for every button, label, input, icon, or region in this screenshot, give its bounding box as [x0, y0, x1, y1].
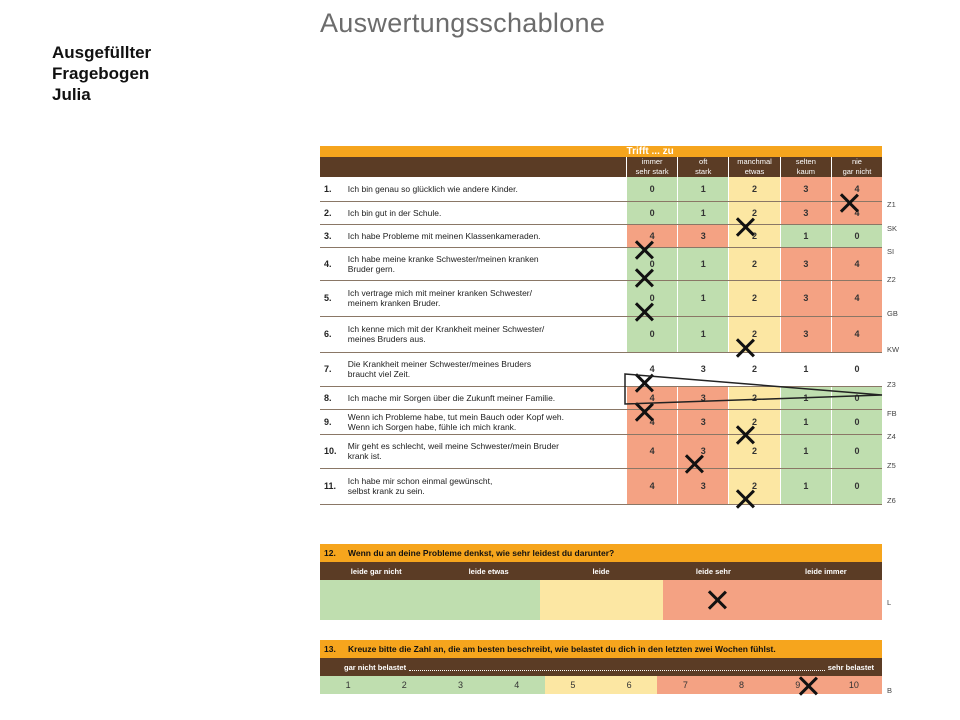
row-code: KW: [887, 345, 900, 354]
question-text: [345, 280, 627, 316]
answer-cell[interactable]: 2: [729, 201, 781, 224]
question-text-line: krank ist.: [347, 451, 382, 461]
answer-cell[interactable]: 1: [678, 247, 729, 280]
column-header: immer sehr stark: [627, 157, 678, 177]
cross-mark: [735, 425, 755, 445]
cross-mark: [735, 338, 755, 358]
answer-cell[interactable]: 2: [729, 177, 781, 201]
question-text-line: Ich bin genau so glücklich wie andere Kinder.: [347, 183, 518, 194]
question-row: [320, 177, 882, 201]
q13-number[interactable]: 7: [657, 676, 713, 694]
question-text-line: Wenn ich Sorgen habe, fühle ich mich krank.: [347, 421, 517, 432]
question-13-scale: [320, 658, 882, 676]
question-12-labels: [320, 562, 882, 580]
question-text-line: Die Krankheit meiner Schwester/meines Bruders: [347, 359, 532, 369]
column-header: nie gar nicht: [831, 157, 882, 177]
q12-label: leide: [592, 566, 610, 576]
question-row: [320, 352, 882, 386]
q12-label: leide sehr: [695, 566, 731, 576]
q13-number[interactable]: 5: [545, 676, 601, 694]
answer-cell[interactable]: 3: [678, 224, 729, 247]
question-row: [320, 247, 882, 280]
question-number: 7.: [320, 352, 345, 386]
question-text-line: Bruder gern.: [347, 263, 396, 274]
answer-cell[interactable]: 2: [729, 409, 781, 434]
answer-cell[interactable]: 0: [627, 316, 678, 352]
answer-cell[interactable]: 1: [678, 280, 729, 316]
answer-cell[interactable]: 0: [627, 177, 678, 201]
q12-code: L: [887, 598, 892, 607]
question-text-line: Ich habe mir schon einmal gewünscht,: [347, 476, 493, 486]
answer-cell[interactable]: 4: [627, 409, 678, 434]
answer-cell[interactable]: 3: [678, 409, 729, 434]
question-text: [345, 247, 627, 280]
question-text-line: selbst krank zu sein.: [347, 486, 425, 496]
question-text: [345, 201, 627, 224]
column-header: manchmal etwas: [729, 157, 781, 177]
question-text-line: Wenn ich Probleme habe, tut mein Bauch oder Kopf weh.: [347, 411, 565, 422]
question-13-header: [320, 640, 882, 658]
question-13-text: Kreuze bitte die Zahl an, die am besten beschreibt, wie belastet du dich in den letzten zwei Wochen fühlst.: [348, 644, 776, 654]
answer-cell[interactable]: 3: [678, 468, 729, 504]
answer-cell[interactable]: 3: [780, 177, 831, 201]
column-header: selten kaum: [780, 157, 831, 177]
answer-cell[interactable]: 0: [831, 434, 882, 468]
cross-mark: [839, 193, 859, 213]
question-text-line: braucht viel Zeit.: [347, 369, 411, 379]
row-code: Z1: [887, 200, 896, 209]
answer-cell[interactable]: 1: [780, 468, 831, 504]
question-12-text: Wenn du an deine Probleme denkst, wie sehr leidest du darunter?: [348, 548, 615, 558]
q13-code: B: [887, 686, 893, 695]
cross-mark: [634, 268, 654, 288]
row-code: SK: [887, 223, 898, 233]
answer-cell[interactable]: 3: [678, 352, 729, 386]
question-text-line: Ich bin gut in der Schule.: [347, 207, 442, 218]
q12-label: leide gar nicht: [350, 566, 402, 576]
answer-cell[interactable]: 0: [627, 280, 678, 316]
answer-cell[interactable]: 2: [729, 280, 781, 316]
answer-cell[interactable]: 4: [831, 177, 882, 201]
question-number: 6.: [320, 316, 345, 352]
question-text: [345, 177, 627, 201]
cross-mark: [634, 240, 654, 260]
answer-cell[interactable]: 0: [831, 386, 882, 409]
cross-mark: [634, 373, 654, 393]
answer-cell[interactable]: 4: [831, 201, 882, 224]
answer-cell[interactable]: 2: [729, 247, 781, 280]
question-number: 10.: [320, 434, 345, 468]
answer-cell[interactable]: 0: [831, 224, 882, 247]
answer-cell[interactable]: 4: [831, 316, 882, 352]
question-text: [345, 224, 627, 247]
q13-number[interactable]: 3: [432, 676, 488, 694]
answer-cell[interactable]: 3: [780, 316, 831, 352]
q13-number[interactable]: 8: [713, 676, 769, 694]
main-title: Auswertungsschablone: [320, 8, 606, 38]
q13-number[interactable]: 2: [376, 676, 432, 694]
question-13-number: 13.: [324, 644, 336, 654]
row-code: FB: [887, 408, 897, 418]
question-text-line: Ich vertrage mich mit meiner kranken Schwester/: [347, 288, 532, 298]
q12-zone-yellow[interactable]: [540, 580, 663, 620]
question-text: [345, 352, 627, 386]
answer-cell[interactable]: 4: [627, 386, 678, 409]
row-code: Z4: [887, 432, 896, 441]
question-number: 3.: [320, 224, 345, 247]
question-text: [345, 434, 627, 468]
question-text-line: Ich mache mir Sorgen über die Zukunft meiner Familie.: [347, 392, 556, 403]
answer-cell[interactable]: 2: [729, 224, 781, 247]
answer-cell[interactable]: 4: [627, 224, 678, 247]
answer-cell[interactable]: 0: [831, 409, 882, 434]
side-title-line: Ausgefüllter: [52, 43, 152, 62]
q12-label: leide immer: [804, 566, 847, 576]
table-header-row: [320, 146, 882, 157]
row-code: Z3: [887, 380, 896, 389]
question-number: 5.: [320, 280, 345, 316]
row-code: Z5: [887, 461, 896, 470]
answer-cell[interactable]: 3: [780, 247, 831, 280]
answer-cell[interactable]: 1: [780, 434, 831, 468]
question-text-line: Ich habe Probleme mit meinen Klassenkameraden.: [347, 230, 541, 241]
answer-cell[interactable]: 0: [831, 468, 882, 504]
answer-cell[interactable]: 3: [780, 280, 831, 316]
question-row: [320, 468, 882, 504]
q13-cross-mark: [798, 676, 818, 696]
q13-number[interactable]: 4: [489, 676, 545, 694]
answer-cell[interactable]: 1: [678, 201, 729, 224]
table-header-title: Trifft ... zu: [627, 146, 882, 157]
question-text-line: meinem kranken Bruder.: [347, 298, 441, 308]
question-row: [320, 386, 882, 409]
answer-cell[interactable]: 4: [627, 434, 678, 468]
answer-cell[interactable]: 4: [627, 352, 678, 386]
answer-cell[interactable]: 0: [627, 201, 678, 224]
question-number: 11.: [320, 468, 345, 504]
q12-cross-mark: [707, 590, 727, 610]
row-code: Z2: [887, 274, 896, 284]
row-code: SI: [887, 246, 895, 256]
answer-cell[interactable]: 3: [678, 434, 729, 468]
q13-scale-left: gar nicht belastet: [344, 662, 407, 672]
question-text-line: meines Bruders aus.: [347, 334, 426, 344]
answer-cell[interactable]: 1: [780, 224, 831, 247]
question-12-number: 12.: [324, 548, 336, 558]
column-header: oft stark: [678, 157, 729, 177]
answer-cell[interactable]: 2: [729, 468, 781, 504]
question-row: [320, 280, 882, 316]
question-text: [345, 316, 627, 352]
question-text-line: Mir geht es schlecht, weil meine Schwester/mein Bruder: [347, 441, 559, 451]
question-text: [345, 386, 627, 409]
question-12-color-bar: [320, 580, 882, 620]
question-row: [320, 316, 882, 352]
answer-cell[interactable]: 3: [678, 386, 729, 409]
row-code: GB: [887, 309, 898, 318]
answer-cell[interactable]: 2: [729, 386, 781, 409]
cross-mark: [684, 454, 704, 474]
q12-label: leide etwas: [468, 566, 509, 576]
answer-cell[interactable]: 2: [729, 352, 781, 386]
q13-number[interactable]: 10: [826, 676, 882, 694]
answer-cell[interactable]: 4: [831, 247, 882, 280]
q13-number[interactable]: 1: [320, 676, 376, 694]
q12-zone-red[interactable]: [663, 580, 882, 620]
question-row: [320, 224, 882, 247]
column-header-row: [320, 157, 882, 177]
side-title-line: Julia: [52, 85, 91, 104]
question-row: [320, 409, 882, 434]
questionnaire-table: [320, 146, 882, 505]
answer-cell[interactable]: 0: [831, 352, 882, 386]
answer-cell[interactable]: 0: [627, 247, 678, 280]
answer-cell[interactable]: 3: [780, 201, 831, 224]
answer-cell[interactable]: 1: [780, 409, 831, 434]
row-code: Z6: [887, 496, 896, 505]
answer-cell[interactable]: 1: [678, 177, 729, 201]
question-text-line: Ich kenne mich mit der Krankheit meiner Schwester/: [347, 324, 545, 334]
document-side-title: [52, 42, 151, 105]
question-text-line: Ich habe meine kranke Schwester/meinen kranken: [347, 253, 539, 264]
question-12-block: [320, 544, 882, 620]
cross-mark: [634, 402, 654, 422]
question-text: [345, 468, 627, 504]
answer-cell[interactable]: 2: [729, 316, 781, 352]
question-row: [320, 201, 882, 224]
question-text: [345, 409, 627, 434]
q13-number[interactable]: 9: [770, 676, 826, 694]
answer-cell[interactable]: 1: [678, 316, 729, 352]
cross-mark: [735, 217, 755, 237]
answer-cell[interactable]: 4: [831, 280, 882, 316]
question-number: 2.: [320, 201, 345, 224]
q12-zone-green[interactable]: [320, 580, 540, 620]
answer-cell[interactable]: 4: [627, 468, 678, 504]
question-row: [320, 434, 882, 468]
side-title-line: Fragebogen: [52, 64, 150, 83]
question-number: 8.: [320, 386, 345, 409]
cross-mark: [735, 489, 755, 509]
answer-cell[interactable]: 1: [780, 352, 831, 386]
question-number: 1.: [320, 177, 345, 201]
question-number: 4.: [320, 247, 345, 280]
q13-number[interactable]: 6: [601, 676, 657, 694]
question-number: 9.: [320, 409, 345, 434]
q13-scale-right: sehr belastet: [827, 662, 874, 672]
question-12-header: [320, 544, 882, 562]
answer-cell[interactable]: 1: [780, 386, 831, 409]
cross-mark: [634, 302, 654, 322]
answer-cell[interactable]: 2: [729, 434, 781, 468]
